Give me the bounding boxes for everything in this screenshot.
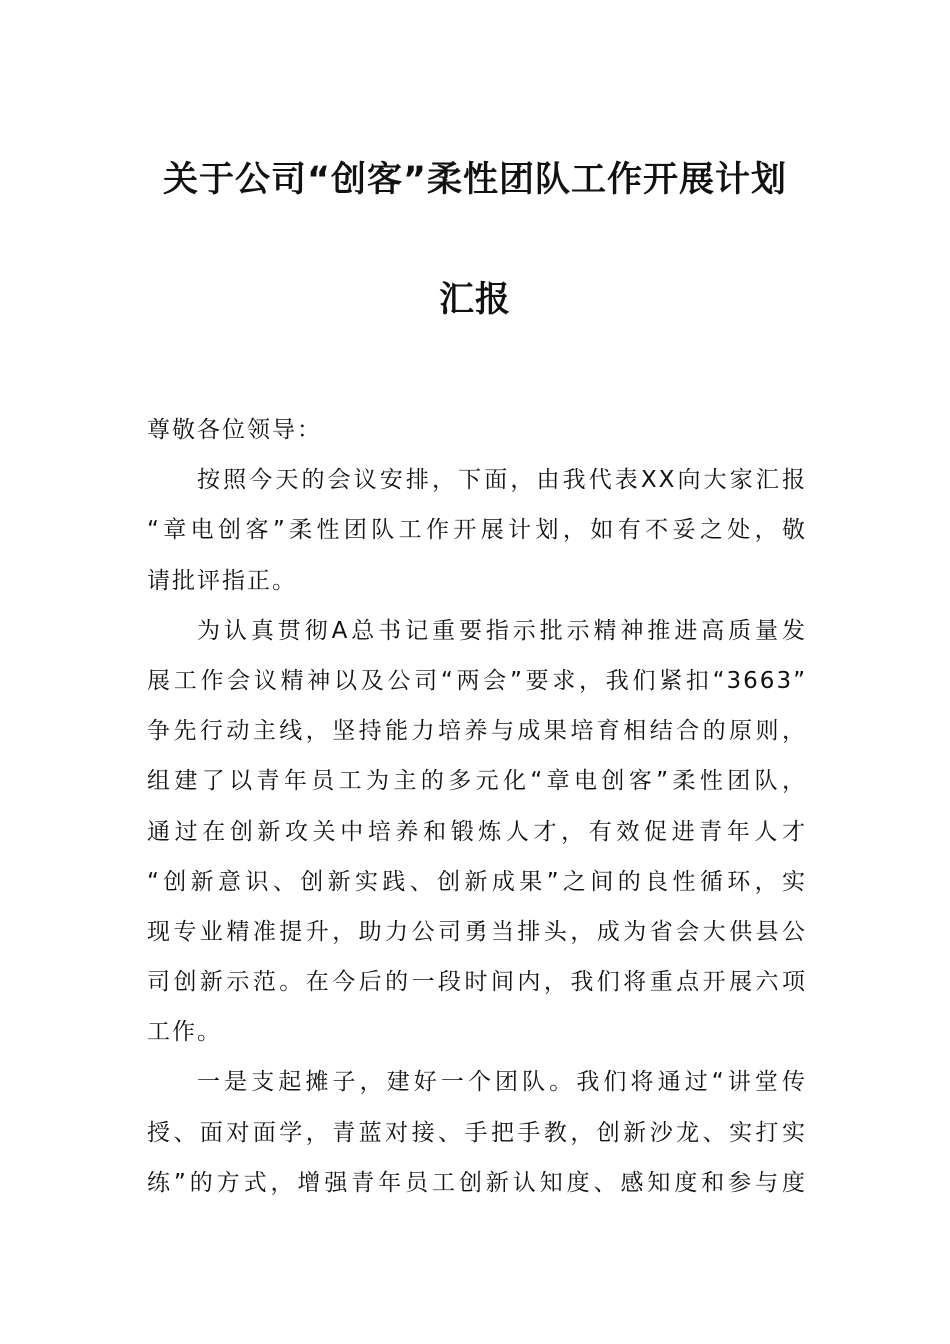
paragraph-1-line-2: “章电创客”柔性团队工作开展计划，如有不妥之处，敬 xyxy=(147,517,807,544)
document-title-line-2: 汇报 xyxy=(438,280,511,320)
paragraph-3-line-1: 一是支起摊子，建好一个团队。我们将通过“讲堂传 xyxy=(197,1069,807,1096)
paragraph-2-line-6: “创新意识、创新实践、创新成果”之间的良性循环，实 xyxy=(147,868,807,895)
paragraph-2-line-3: 争先行动主线，坚持能力培养与成果培育相结合的原则， xyxy=(147,718,807,745)
paragraph-2-line-1: 为认真贯彻A总书记重要指示批示精神推进高质量发 xyxy=(197,617,807,644)
paragraph-2-line-2: 展工作会议精神以及公司“两会”要求，我们紧扣“3663” xyxy=(147,667,807,694)
paragraph-2-line-4: 组建了以青年员工为主的多元化“章电创客”柔性团队， xyxy=(147,768,807,795)
document-body xyxy=(147,405,807,1208)
paragraph-3-line-3: 练”的方式，增强青年员工创新认知度、感知度和参与度 xyxy=(147,1169,807,1196)
paragraph-1-line-3: 请批评指正。 xyxy=(147,567,297,594)
paragraph-1-line-1: 按照今天的会议安排，下面，由我代表XX向大家汇报 xyxy=(197,467,807,494)
paragraph-2-line-5: 通过在创新攻关中培养和锻炼人才，有效促进青年人才 xyxy=(147,818,807,845)
salutation-line: 尊敬各位领导： xyxy=(147,417,322,443)
paragraph-2-line-9: 工作。 xyxy=(147,1019,222,1046)
document-title-line-1: 关于公司“创客”柔性团队工作开展计划 xyxy=(162,160,787,200)
paragraph-2-line-7: 现专业精准提升，助力公司勇当排头，成为省会大供县公 xyxy=(147,918,807,945)
paragraph-2-line-8: 司创新示范。在今后的一段时间内，我们将重点开展六项 xyxy=(147,969,807,996)
paragraph-3-line-2: 授、面对面学，青蓝对接、手把手教，创新沙龙、实打实 xyxy=(147,1119,807,1146)
